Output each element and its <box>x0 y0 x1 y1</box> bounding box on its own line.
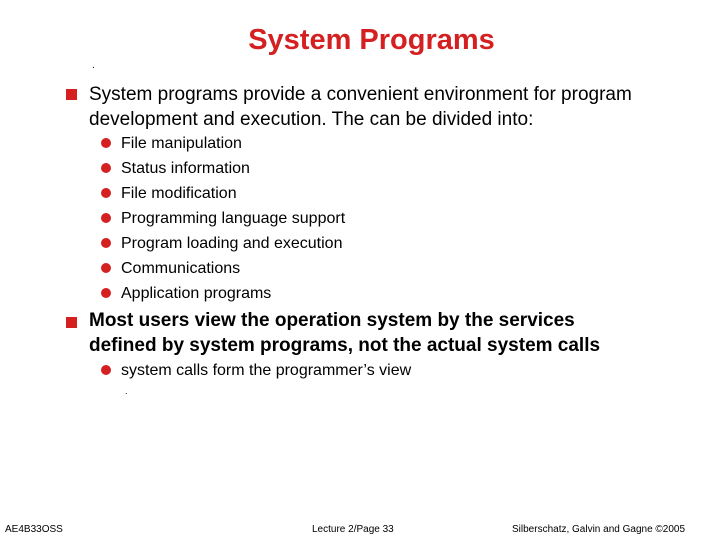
round-bullet-icon <box>101 188 111 198</box>
sub-item-program-loading: Program loading and execution <box>121 235 343 252</box>
footer-page-number: Lecture 2/Page 33 <box>312 524 394 535</box>
sub-item-file-manipulation: File manipulation <box>121 135 242 152</box>
sub-item-programming-language-support: Programming language support <box>121 210 346 227</box>
slide-title: System Programs <box>248 24 495 56</box>
square-bullet-icon <box>66 89 77 100</box>
round-bullet-icon <box>101 365 111 375</box>
stray-mark: . <box>92 60 95 71</box>
sub-item-communications: Communications <box>121 260 241 277</box>
sub-item-file-modification: File modification <box>121 185 237 202</box>
sub-item-system-calls-view: system calls form the programmer’s view <box>121 362 412 379</box>
sub-item-application-programs: Application programs <box>121 285 272 302</box>
stray-mark: . <box>125 386 128 396</box>
round-bullet-icon <box>101 263 111 273</box>
bullet-1-line-2: development and execution. The can be divided into: <box>89 109 534 130</box>
footer-course-code: AE4B33OSS <box>5 524 63 535</box>
round-bullet-icon <box>101 163 111 173</box>
sub-item-status-information: Status information <box>121 160 250 177</box>
bullet-2-line-2: defined by system programs, not the actual system calls <box>89 335 601 356</box>
bullet-1-line-1: System programs provide a convenient environment for program <box>89 84 632 105</box>
round-bullet-icon <box>101 213 111 223</box>
square-bullet-icon <box>66 317 77 328</box>
round-bullet-icon <box>101 138 111 148</box>
round-bullet-icon <box>101 238 111 248</box>
round-bullet-icon <box>101 288 111 298</box>
bullet-2-line-1: Most users view the operation system by the services <box>89 310 575 331</box>
footer-copyright: Silberschatz, Galvin and Gagne ©2005 <box>512 524 686 535</box>
